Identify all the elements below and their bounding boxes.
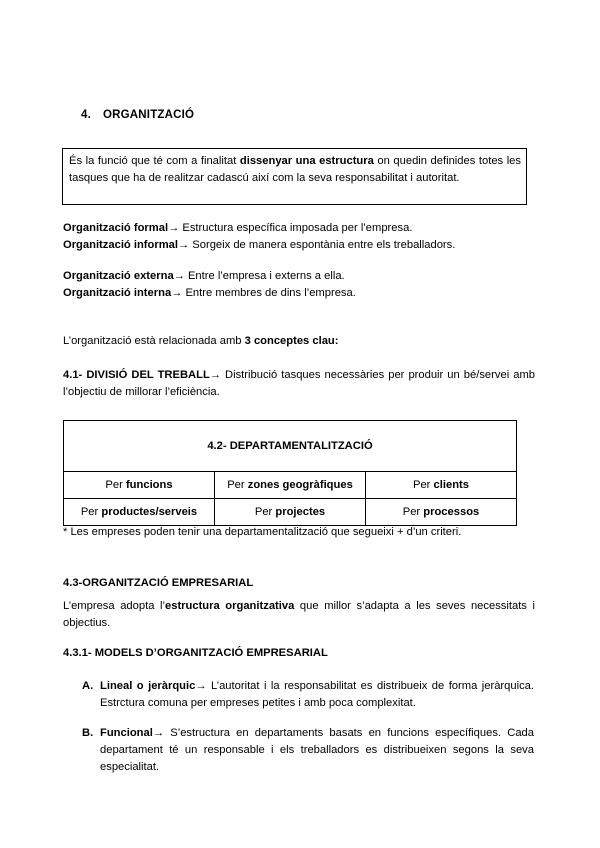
section-title: ORGANITZACIÓ bbox=[103, 109, 195, 121]
dept-prefix: Per bbox=[227, 479, 248, 491]
dept-criterion-cell bbox=[64, 499, 215, 526]
business-org-title-text: 4.3-ORGANITZACIÓ EMPRESARIAL bbox=[63, 577, 254, 589]
dept-prefix: Per bbox=[80, 506, 102, 518]
model-letter: B. bbox=[82, 727, 94, 739]
business-org-title bbox=[63, 577, 253, 589]
concepts-intro-bold: 3 conceptes clau: bbox=[244, 335, 339, 347]
model-desc: S’estructura en departaments basats en funcions específiques. Cada departament té un responsable i els treballadors es distribueixen segons la seva especialitat. bbox=[100, 727, 534, 773]
arrow-icon: → bbox=[209, 369, 221, 381]
model-item-lineal bbox=[82, 678, 534, 712]
org-type-external bbox=[63, 270, 345, 282]
org-type-desc: Estructura específica imposada per l’empresa. bbox=[179, 222, 413, 234]
model-desc: L’autoritat i la responsabilitat es distribueix de forma jeràrquica. Estrctura comuna per empreses petites i amb poca complexitat. bbox=[100, 680, 534, 709]
dept-prefix: Per bbox=[105, 479, 126, 491]
definition-text-end: on quedin definides totes les tasques que ha de realitzar cadascú així com la seva responsabilitat i autoritat. bbox=[69, 155, 522, 184]
division-desc: Distribució tasques necessàries per produir un bé/servei amb l’objectiu de millorar l’eficiència. bbox=[63, 369, 535, 398]
org-type-term: Organització formal bbox=[63, 222, 169, 234]
departmentalization-note: * Les empreses poden tenir una departamentalització que segueixi + d’un criteri. bbox=[63, 526, 462, 538]
dept-criterion-cell bbox=[64, 472, 215, 499]
definition-bold: dissenyar una estructura bbox=[239, 155, 374, 167]
business-org-text-end: que millor s’adapta a les seves necessitats i objectius. bbox=[63, 600, 535, 629]
org-type-desc: Entre l’empresa i externs a ella. bbox=[184, 270, 345, 282]
business-org-paragraph bbox=[63, 598, 535, 632]
model-term: Funcional bbox=[100, 727, 153, 739]
dept-prefix: Per bbox=[402, 506, 424, 518]
arrow-icon: → bbox=[171, 287, 183, 299]
org-type-desc: Sorgeix de manera espontània entre els treballadors. bbox=[189, 239, 456, 251]
arrow-icon: → bbox=[168, 222, 180, 234]
models-title-text: 4.3.1- MODELS D’ORGANITZACIÓ EMPRESARIAL bbox=[63, 647, 328, 659]
dept-criterion: projectes bbox=[275, 506, 326, 518]
dept-criterion: clients bbox=[433, 479, 469, 491]
org-type-term: Organització informal bbox=[63, 239, 178, 251]
section-heading bbox=[81, 109, 194, 121]
dept-criterion-cell bbox=[366, 472, 517, 499]
model-item-funcional bbox=[82, 725, 534, 776]
org-type-formal bbox=[63, 222, 412, 234]
dept-prefix: Per bbox=[254, 506, 276, 518]
arrow-icon: → bbox=[178, 239, 190, 251]
model-letter: A. bbox=[82, 680, 94, 692]
model-body bbox=[100, 678, 534, 712]
definition-text: És la funció que té com a finalitat bbox=[69, 155, 240, 167]
business-org-bold: estructura organitzativa bbox=[165, 600, 295, 612]
org-type-internal bbox=[63, 287, 356, 299]
concepts-intro-text: L’organització està relacionada amb bbox=[63, 335, 245, 347]
dept-prefix: Per bbox=[413, 479, 434, 491]
org-type-term: Organització externa bbox=[63, 270, 174, 282]
section-number: 4. bbox=[81, 109, 91, 121]
dept-criterion: zones geogràfiques bbox=[247, 479, 353, 491]
dept-criterion-cell bbox=[366, 499, 517, 526]
org-type-informal bbox=[63, 239, 455, 251]
dept-criterion-cell bbox=[215, 499, 366, 526]
org-type-term: Organització interna bbox=[63, 287, 172, 299]
dept-criterion: productes/serveis bbox=[101, 506, 198, 518]
arrow-icon: → bbox=[173, 270, 185, 282]
dept-criterion-cell bbox=[215, 472, 366, 499]
definition-box bbox=[62, 148, 527, 205]
division-of-work bbox=[63, 367, 535, 401]
departmentalization-table bbox=[63, 420, 517, 526]
departmentalization-title: 4.2- DEPARTAMENTALITZACIÓ bbox=[64, 421, 517, 472]
arrow-icon: → bbox=[152, 727, 165, 739]
dept-criterion: funcions bbox=[125, 479, 173, 491]
division-title: 4.1- DIVISIÓ DEL TREBALL bbox=[63, 369, 210, 381]
model-term: Lineal o jeràrquic bbox=[100, 680, 196, 692]
models-title bbox=[63, 647, 328, 659]
concepts-intro bbox=[63, 335, 339, 347]
business-org-text: L’empresa adopta l’ bbox=[63, 600, 165, 612]
dept-criterion: processos bbox=[423, 506, 480, 518]
arrow-icon: → bbox=[195, 680, 207, 692]
org-type-desc: Entre membres de dins l’empresa. bbox=[182, 287, 356, 299]
model-body bbox=[100, 725, 534, 776]
